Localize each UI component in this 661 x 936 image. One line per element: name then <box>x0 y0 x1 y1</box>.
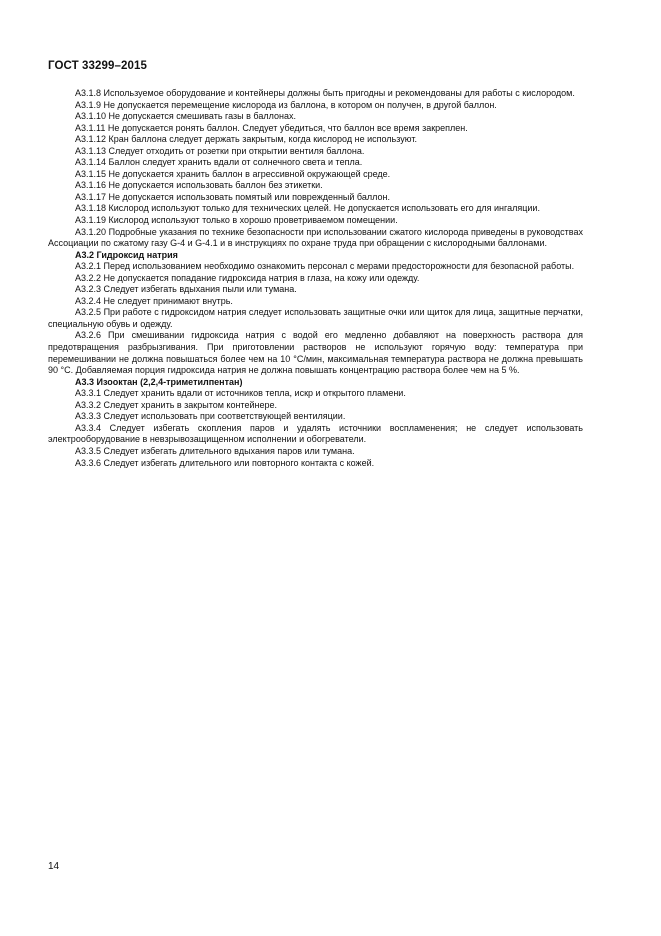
paragraph: А3.1.13 Следует отходить от розетки при открытии вентиля баллона. <box>75 145 365 156</box>
paragraph: А3.1.17 Не допускается использовать помятый или поврежденный баллон. <box>75 191 390 202</box>
section-heading: А3.2 Гидроксид натрия <box>75 249 178 260</box>
paragraph: А3.3.5 Следует избегать длительного вдыхания паров или тумана. <box>75 445 355 456</box>
paragraph: А3.1.9 Не допускается перемещение кислорода из баллона, в котором он получен, в другой баллон. <box>75 99 497 110</box>
section-heading: А3.3 Изооктан (2,2,4-триметилпентан) <box>75 376 243 387</box>
paragraph: А3.1.12 Кран баллона следует держать закрытым, когда кислород не используют. <box>75 134 417 145</box>
paragraph: А3.3.1 Следует хранить вдали от источников тепла, искр и открытого пламени. <box>75 388 406 399</box>
paragraph: А3.2.5 При работе с гидроксидом натрия следует использовать защитные очки или щиток для лица, защитные перчатки, специальную обувь и одежду. <box>48 307 583 329</box>
page-number: 14 <box>48 861 60 872</box>
paragraph: А3.1.8 Используемое оборудование и контейнеры должны быть пригодны и рекомендованы для работы с кислородом. <box>75 88 575 98</box>
paragraph: А3.3.6 Следует избегать длительного или повторного контакта с кожей. <box>75 457 375 468</box>
paragraph: А3.1.18 Кислород используют только для технических целей. Не допускается использовать его для ингаляции. <box>75 203 540 214</box>
paragraph: А3.1.10 Не допускается смешивать газы в баллонах. <box>75 111 296 122</box>
paragraph: А3.1.15 Не допускается хранить баллон в агрессивной окружающей среде. <box>75 168 391 179</box>
paragraph: А3.3.3 Следует использовать при соответствующей вентиляции. <box>75 411 346 422</box>
paragraph: А3.1.19 Кислород используют только в хорошо проветриваемом помещении. <box>75 215 398 226</box>
paragraph: А3.2.4 Не следует принимают внутрь. <box>75 295 233 306</box>
paragraph: А3.2.3 Следует избегать вдыхания пыли или тумана. <box>75 284 297 295</box>
paragraph: А3.3.4 Следует избегать скопления паров и удалять источники воспламенения; не следует использовать электрооборудование в невзрывозащищенном исполнении и обогреватели. <box>48 422 583 445</box>
paragraph: А3.2.2 Не допускается попадание гидроксида натрия в глаза, на кожу или одежду. <box>75 272 420 283</box>
paragraph: А3.2.1 Перед использованием необходимо ознакомить персонал с мерами предосторожности для безопасной работы. <box>75 261 575 272</box>
paragraph: А3.1.14 Баллон следует хранить вдали от солнечного света и тепла. <box>75 157 363 168</box>
document-header: ГОСТ 33299–2015 <box>48 60 148 72</box>
paragraph: А3.1.20 Подробные указания по технике безопасности при использовании сжатого кислорода приведены в руководствах Ассоциации по сжатому газу G-4 и G-4.1 и в инструкциях по охране труда при обращении с кислородными баллонами. <box>48 226 583 249</box>
paragraph: А3.3.2 Следует хранить в закрытом контейнере. <box>75 399 277 410</box>
document-body <box>48 88 583 469</box>
paragraph: А3.1.16 Не допускается использовать баллон без этикетки. <box>75 180 323 191</box>
paragraph: А3.1.11 Не допускается ронять баллон. Следует убедиться, что баллон все время закреплен. <box>75 122 468 133</box>
paragraph: А3.2.6 При смешивании гидроксида натрия с водой его медленно добавляют на поверхность раствора для предотвращения разбрызгивания. При приготовлении растворов не используют горячую воду: температура при перемешивании не должна повышаться более чем на 10 °С/мин, максимальная температура раствора не должна превышать 90 °С. Добавляемая порция гидроксида натрия не должна повышать концентрацию раствора более чем на 5 %. <box>48 330 583 376</box>
